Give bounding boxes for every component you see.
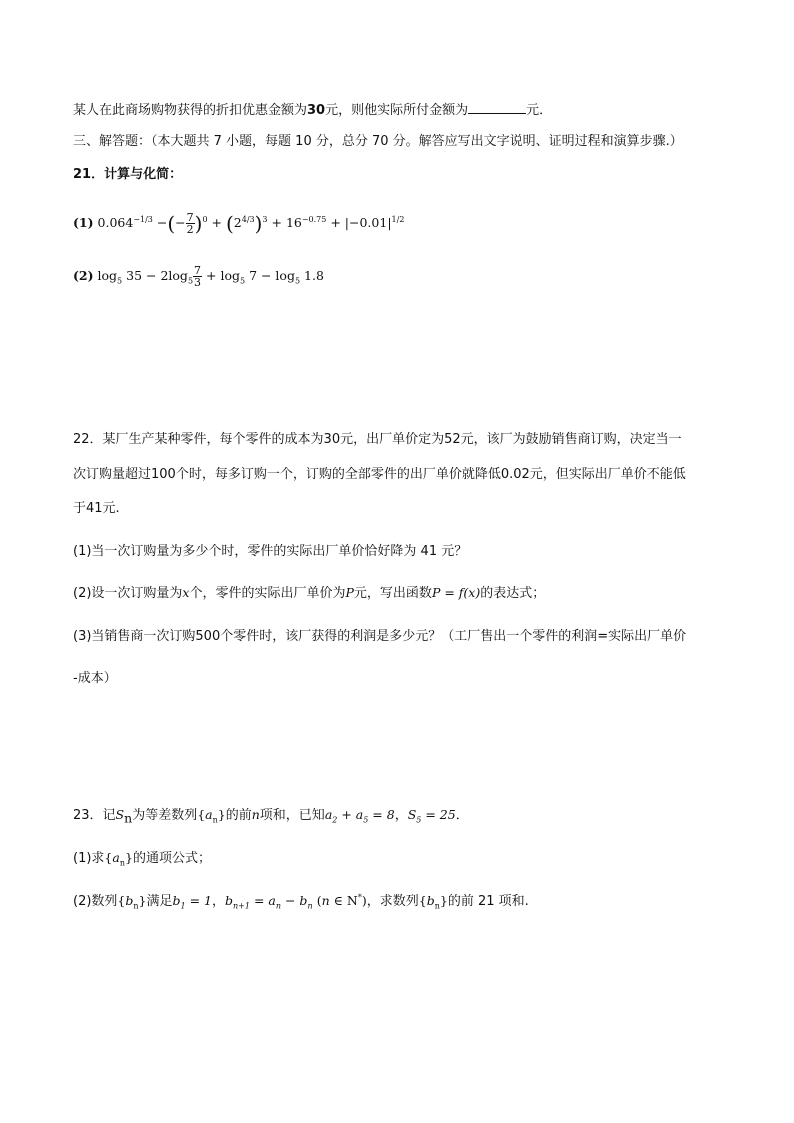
- log-b-coef: 2: [160, 268, 169, 283]
- var-p: P: [345, 585, 354, 600]
- log-d-arg: 1.8: [304, 268, 324, 283]
- q22-line3: 于41元.: [73, 501, 120, 516]
- log-c-arg: 7: [249, 268, 258, 283]
- q22-p2-text-b: 个，零件的实际出厂单价为: [189, 586, 346, 601]
- log-a-base: 5: [117, 276, 123, 286]
- func-expr: P = f(x): [431, 585, 481, 600]
- log-c-base: 5: [239, 276, 246, 286]
- q21-p1-frac: [186, 212, 195, 235]
- frac-den: 3: [194, 276, 202, 289]
- q23-p1-text-b: 的通项公式；: [132, 851, 211, 866]
- intro-text-after: 元，则他实际所付金额为: [325, 103, 469, 118]
- q22-line2: 次订购量超过100个时，每多订购一个，订购的全部零件的出厂单价就降低0.02元，但实际出厂单价不能低: [73, 467, 686, 482]
- q21-p2-label: (2): [73, 268, 94, 283]
- var-n: n: [251, 807, 260, 822]
- q22-line1: 22．某厂生产某种零件，每个零件的成本为30元，出厂单价定为52元，该厂为鼓励销售商订购，决定当一: [73, 432, 682, 447]
- q23-p2-text-b: 满足: [146, 894, 173, 909]
- q23-part1: (1)求$\{a_n\}$的通项公式；: [73, 850, 211, 868]
- q21-p1-exp-a: −1/3: [133, 214, 153, 224]
- section-note: （本大题共 7 小题，每题 10 分，总分 70 分。解答应写出文字说明、证明过程和演算步骤.）: [151, 134, 683, 149]
- section-heading: [73, 133, 683, 151]
- q22-part1: (1)当一次订购量为多少个时，零件的实际出厂单价恰好降为 41 元？: [73, 544, 468, 559]
- log-b-base: 5: [187, 276, 194, 286]
- q23-text-e: ，: [394, 808, 408, 823]
- q23-text-f: ．: [455, 808, 469, 823]
- q21-p1-exp-e: 1/2: [391, 214, 405, 224]
- q21-p1-label: (1): [73, 215, 94, 230]
- q21-p1-exp-c: 3: [262, 214, 268, 224]
- q21-p1-exp-b: 0: [202, 214, 208, 224]
- q22-p2-text-d: 的表达式；: [480, 586, 546, 601]
- q21-p1-base-c: 2: [233, 215, 242, 230]
- q21-part2: (2) $\log_5 35 - 2\log_5$ $\frac{7}{3}$ + $\log_5 7 - \log_5 1.8$: [73, 264, 324, 289]
- q22-part3-line2: -成本）: [73, 671, 117, 686]
- q21-p2-frac: [193, 265, 202, 288]
- q21-p1-exp-d: −0.75: [301, 214, 327, 224]
- q22-part3-line1: (3)当销售商一次订购500个零件时，该厂获得的利润是多少元？（工厂售出一个零件的利润=实际出厂单价: [73, 629, 687, 644]
- q22-p2-text-c: 元，写出函数: [353, 586, 432, 601]
- q21-p1-term-e: −0.01: [349, 215, 388, 230]
- q21-part1: (1) $0.064^{-1/3}$ −(− $\frac{7}{2}$ )$^0 + (2^{4/3})^3 + 16^{-0.75} + |-0.01|^{1/2}$: [73, 211, 405, 236]
- log-a-arg: 35: [126, 268, 143, 283]
- q21-title: 21．计算与化简：: [73, 167, 183, 182]
- q23-part2: (2)数列$\{b_n\}$满足$b_1 = 1$，$b_{n+1} = a_n - b_n$ (n ∈ N*)，求数列$\{b_n\}$的前 21 项和.: [73, 892, 529, 911]
- q21-p1-inner-exp: 4/3: [241, 214, 255, 224]
- q23-p2-text-d: 的前 21 项和.: [447, 894, 529, 909]
- section-title: 三、解答题：: [73, 134, 152, 149]
- var-x: x: [182, 585, 190, 600]
- intro-text: 某人在此商场购物获得的折扣优惠金额为: [73, 103, 308, 118]
- intro-line: [73, 101, 552, 120]
- frac-num: 7: [186, 211, 194, 224]
- q23-p1-text-a: (1)求: [73, 851, 105, 866]
- var-S: S: [115, 807, 125, 822]
- log-a: log: [97, 268, 118, 283]
- log-d-base: 5: [294, 276, 301, 286]
- q21-p1-term-d: 16: [285, 215, 302, 230]
- q22-part2: [73, 584, 545, 603]
- q22-p2-text-a: (2)设一次订购量为: [73, 586, 183, 601]
- frac-den: 2: [186, 223, 194, 236]
- intro-unit: 元．: [526, 103, 553, 118]
- q23-text-b: 为等差数列: [132, 808, 198, 823]
- q23-p2-text-a: (2)数列: [73, 894, 118, 909]
- q21-p1-term-a: 0.064: [97, 215, 134, 230]
- q23-text-c: 的前: [225, 808, 252, 823]
- answer-blank: [468, 101, 526, 114]
- q23-stem: 23．记$S_n$为等差数列$\{a_n\}$的前n项和，已知$a_2 + a_5 = 8$，$S_5 = 25$．: [73, 807, 469, 826]
- intro-amount: 30: [307, 103, 326, 118]
- q23-text-a: 23．记: [73, 808, 116, 823]
- q23-p2-text-c: ，求数列: [366, 894, 419, 909]
- frac-num: 7: [194, 264, 202, 277]
- q23-text-d: 项和，已知: [259, 808, 325, 823]
